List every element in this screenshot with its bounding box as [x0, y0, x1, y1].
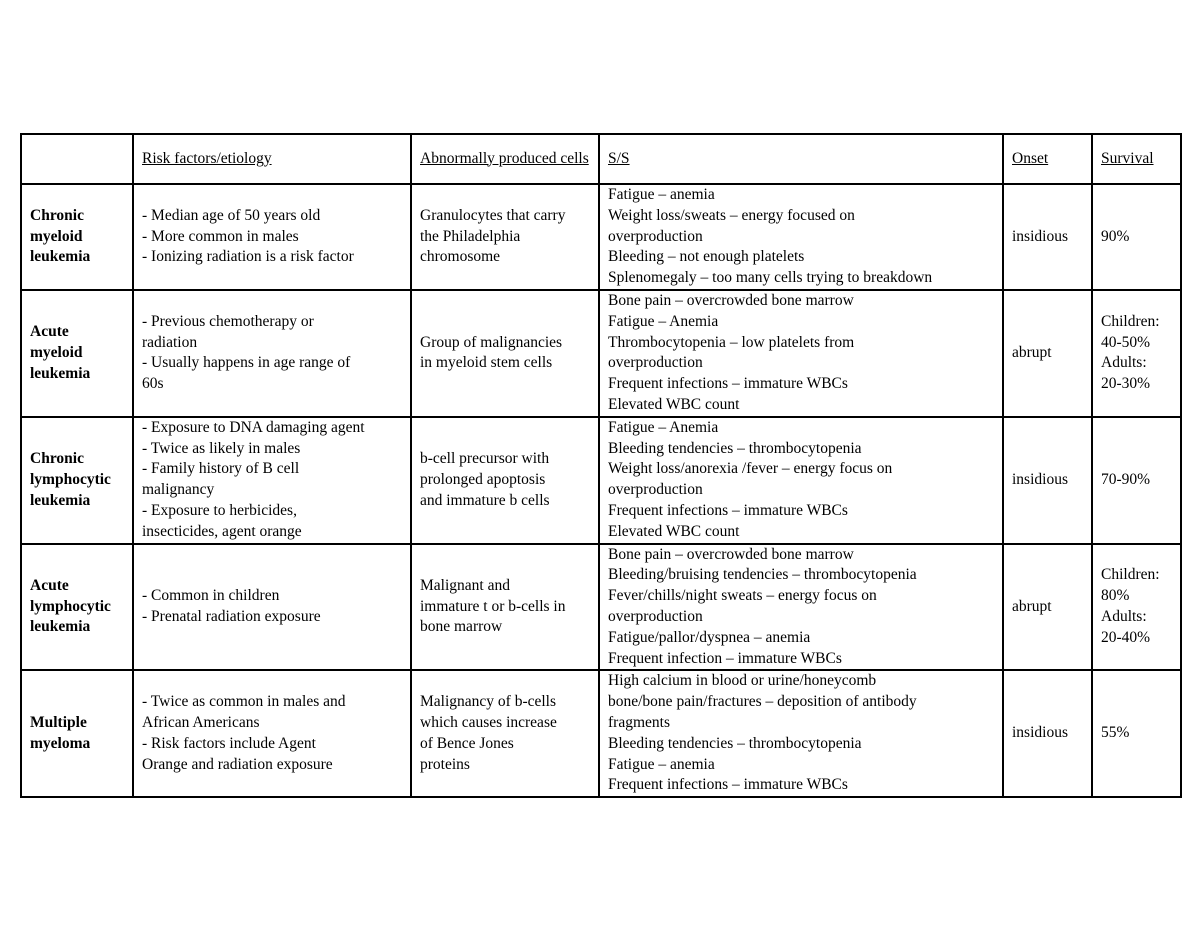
abnormal-cells-cell — [411, 290, 599, 417]
cell-line: - Risk factors include Agent — [142, 734, 316, 752]
risk-factors-cell — [133, 417, 411, 544]
cell-line: Malignant and — [420, 576, 510, 594]
cell-line: Bleeding tendencies – thrombocytopenia — [608, 734, 862, 752]
abnormal-cells-cell — [411, 417, 599, 544]
cell-line: Bleeding/bruising tendencies – thrombocytopenia — [608, 566, 917, 584]
cell-line: - More common in males — [142, 227, 299, 245]
cell-line: 20-30% — [1101, 375, 1151, 393]
table-row — [21, 417, 1181, 544]
cell-line: Frequent infection – immature WBCs — [608, 649, 842, 667]
cell-line: - Family history of B cell — [142, 460, 300, 478]
disease-name — [21, 544, 133, 671]
cell-line: Adults: — [1101, 354, 1147, 372]
signs-symptoms-cell — [599, 290, 1003, 417]
cell-line: Granulocytes that carry — [420, 206, 566, 224]
cell-line: Frequent infections – immature WBCs — [608, 776, 848, 794]
cell-line: Group of malignancies — [420, 333, 563, 351]
cell-line: 60s — [142, 375, 164, 393]
cell-line: - Ionizing radiation is a risk factor — [142, 248, 354, 266]
cell-line: bone/bone pain/fractures – deposition of antibody — [608, 693, 917, 711]
cell-line: Splenomegaly – too many cells trying to breakdown — [608, 269, 933, 287]
cell-line: 80% — [1101, 587, 1130, 605]
cell-line: lymphocytic — [30, 470, 111, 488]
cell-line: Children: — [1101, 566, 1160, 584]
survival-cell — [1092, 290, 1181, 417]
table-row — [21, 670, 1181, 797]
signs-symptoms-cell — [599, 417, 1003, 544]
cell-line: immature t or b-cells in — [420, 597, 566, 615]
cell-line: leukemia — [30, 491, 91, 509]
cell-line: Multiple — [30, 713, 87, 731]
survival-cell — [1092, 544, 1181, 671]
risk-factors-cell — [133, 670, 411, 797]
abnormal-cells-cell — [411, 184, 599, 290]
cell-line: Acute — [30, 576, 69, 594]
onset-cell — [1003, 544, 1092, 671]
header-onset: Onset — [1003, 134, 1092, 184]
signs-symptoms-cell — [599, 670, 1003, 797]
disease-name — [21, 417, 133, 544]
cell-line: Children: — [1101, 312, 1160, 330]
cell-line: Weight loss/anorexia /fever – energy focus on — [608, 460, 893, 478]
cell-line: Acute — [30, 323, 69, 341]
cell-line: and immature b cells — [420, 491, 550, 509]
disease-name — [21, 670, 133, 797]
cell-line: Frequent infections – immature WBCs — [608, 501, 848, 519]
cell-line: leukemia — [30, 364, 91, 382]
cell-line: abrupt — [1012, 597, 1052, 615]
cell-line: overproduction — [608, 607, 703, 625]
cell-line: Elevated WBC count — [608, 522, 740, 540]
cell-line: Bleeding tendencies – thrombocytopenia — [608, 439, 862, 457]
cell-line: - Previous chemotherapy or — [142, 312, 314, 330]
header-survival: Survival — [1092, 134, 1181, 184]
leukemia-comparison-table — [20, 133, 1182, 798]
onset-cell — [1003, 184, 1092, 290]
cell-line: Frequent infections – immature WBCs — [608, 375, 848, 393]
onset-cell — [1003, 417, 1092, 544]
cell-line: malignancy — [142, 481, 215, 499]
cell-line: leukemia — [30, 248, 91, 266]
cell-line: Fever/chills/night sweats – energy focus on — [608, 587, 877, 605]
table-row — [21, 544, 1181, 671]
onset-cell — [1003, 670, 1092, 797]
cell-line: in myeloid stem cells — [420, 354, 553, 372]
cell-line: Weight loss/sweats – energy focused on — [608, 206, 855, 224]
cell-line: Bone pain – overcrowded bone marrow — [608, 545, 854, 563]
signs-symptoms-cell — [599, 184, 1003, 290]
cell-line: Fatigue/pallor/dyspnea – anemia — [608, 628, 811, 646]
cell-line: Fatigue – Anemia — [608, 312, 719, 330]
cell-line: Adults: — [1101, 607, 1147, 625]
cell-line: Bleeding – not enough platelets — [608, 248, 805, 266]
cell-line: of Bence Jones — [420, 734, 514, 752]
disease-name — [21, 290, 133, 417]
cell-line: overproduction — [608, 481, 703, 499]
cell-line: 40-50% — [1101, 333, 1151, 351]
cell-line: Chronic — [30, 206, 84, 224]
cell-line: Fatigue – Anemia — [608, 418, 719, 436]
cell-line: Chronic — [30, 449, 84, 467]
onset-cell — [1003, 290, 1092, 417]
cell-line: overproduction — [608, 354, 703, 372]
cell-line: bone marrow — [420, 618, 503, 636]
cell-line: 70-90% — [1101, 470, 1151, 488]
cell-line: - Twice as common in males and — [142, 693, 346, 711]
cell-line: lymphocytic — [30, 597, 111, 615]
cell-line: Thrombocytopenia – low platelets from — [608, 333, 855, 351]
table-row — [21, 184, 1181, 290]
cell-line: chromosome — [420, 248, 501, 266]
header-row — [21, 134, 1181, 184]
cell-line: - Usually happens in age range of — [142, 354, 351, 372]
cell-line: b-cell precursor with — [420, 449, 550, 467]
cell-line: insidious — [1012, 227, 1068, 245]
cell-line: insecticides, agent orange — [142, 522, 302, 540]
cell-line: Elevated WBC count — [608, 395, 740, 413]
cell-line: Malignancy of b-cells — [420, 693, 557, 711]
survival-cell — [1092, 417, 1181, 544]
abnormal-cells-cell — [411, 670, 599, 797]
cell-line: - Exposure to herbicides, — [142, 501, 297, 519]
cell-line: radiation — [142, 333, 198, 351]
risk-factors-cell — [133, 544, 411, 671]
cell-line: High calcium in blood or urine/honeycomb — [608, 672, 877, 690]
table-row — [21, 290, 1181, 417]
disease-name — [21, 184, 133, 290]
cell-line: abrupt — [1012, 343, 1052, 361]
header-abnormal-cells: Abnormally produced cells — [411, 134, 599, 184]
cell-line: prolonged apoptosis — [420, 470, 546, 488]
cell-line: African Americans — [142, 713, 260, 731]
cell-line: myeloid — [30, 227, 83, 245]
cell-line: Bone pain – overcrowded bone marrow — [608, 291, 854, 309]
cell-line: - Common in children — [142, 587, 280, 605]
cell-line: overproduction — [608, 227, 703, 245]
cell-line: 20-40% — [1101, 628, 1151, 646]
cell-line: the Philadelphia — [420, 227, 521, 245]
risk-factors-cell — [133, 184, 411, 290]
survival-cell — [1092, 184, 1181, 290]
cell-line: insidious — [1012, 470, 1068, 488]
cell-line: 90% — [1101, 227, 1130, 245]
cell-line: insidious — [1012, 724, 1068, 742]
cell-line: - Prenatal radiation exposure — [142, 607, 321, 625]
header-signs-symptoms: S/S — [599, 134, 1003, 184]
cell-line: fragments — [608, 713, 670, 731]
cell-line: - Twice as likely in males — [142, 439, 301, 457]
cell-line: Fatigue – anemia — [608, 755, 715, 773]
cell-line: myeloid — [30, 343, 83, 361]
cell-line: Fatigue – anemia — [608, 186, 715, 203]
header-risk-factors: Risk factors/etiology — [133, 134, 411, 184]
cell-line: 55% — [1101, 724, 1130, 742]
survival-cell — [1092, 670, 1181, 797]
cell-line: which causes increase — [420, 713, 557, 731]
cell-line: - Exposure to DNA damaging agent — [142, 418, 365, 436]
cell-line: Orange and radiation exposure — [142, 755, 333, 773]
risk-factors-cell — [133, 290, 411, 417]
cell-line: myeloma — [30, 734, 91, 752]
cell-line: leukemia — [30, 618, 91, 636]
cell-line: proteins — [420, 755, 470, 773]
cell-line: - Median age of 50 years old — [142, 206, 321, 224]
abnormal-cells-cell — [411, 544, 599, 671]
header-blank — [21, 134, 133, 184]
signs-symptoms-cell — [599, 544, 1003, 671]
